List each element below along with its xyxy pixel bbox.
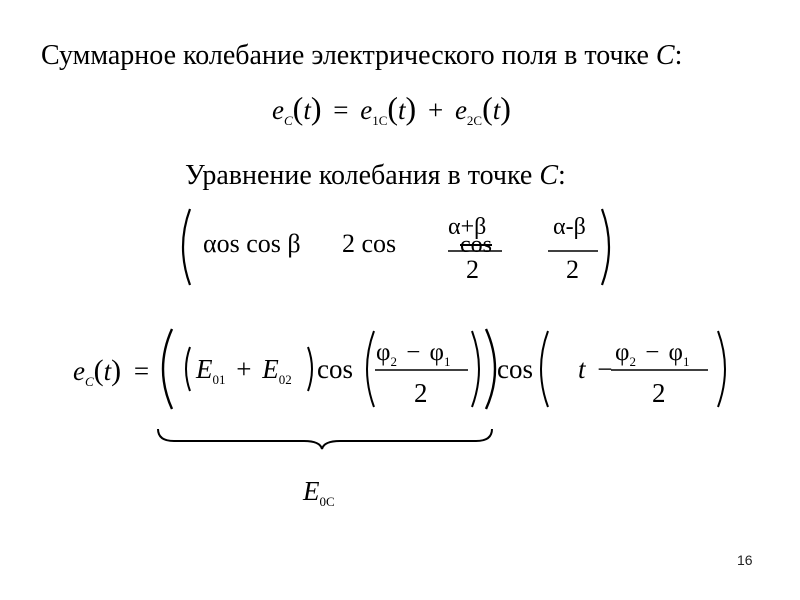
formula-plus: + <box>427 95 444 125</box>
label-E: E <box>303 476 320 506</box>
big-right-paren <box>486 329 495 409</box>
formula-e: e <box>454 95 467 125</box>
formula-sum <box>272 90 511 128</box>
phi-minus: − <box>406 339 421 366</box>
formula-equals: = <box>333 95 349 125</box>
slide-title-colon: : <box>674 40 683 71</box>
formula-e: e <box>272 95 284 125</box>
amplitude-sum <box>196 354 292 387</box>
cos2-arg-t <box>578 356 613 383</box>
phi-denominator-2: 2 <box>652 378 666 408</box>
result-t: t <box>103 356 112 386</box>
right-paren-large <box>602 209 609 285</box>
phi-numerator-2 <box>615 339 690 369</box>
slide-subtitle <box>185 162 566 190</box>
amplitude-sub: 02 <box>278 372 292 387</box>
phi-sub: 2 <box>629 354 636 369</box>
result-e: e <box>73 356 85 386</box>
phi-sub: 1 <box>443 354 451 369</box>
formula-sub: 2C <box>466 113 483 128</box>
slide-title <box>41 42 682 70</box>
amplitude-E: E <box>196 354 213 384</box>
underbrace <box>158 429 492 449</box>
result-lhs <box>73 354 150 389</box>
slide-title-text: Суммарное колебание электрического поля в точке <box>41 40 656 71</box>
paren: ( <box>292 90 304 126</box>
phi: φ <box>429 339 444 366</box>
result-cos-1: cos <box>317 354 353 384</box>
cos2-right-paren <box>718 331 725 407</box>
phi: φ <box>615 339 630 366</box>
paren: ( <box>387 90 399 126</box>
paren: ( <box>482 90 493 126</box>
slide-subtitle-var: C <box>539 160 559 191</box>
phi-denominator-1: 2 <box>414 378 428 408</box>
phi-sub: 1 <box>682 354 690 369</box>
formula-t: t <box>398 95 406 125</box>
phi: φ <box>668 339 683 366</box>
cos2-left-paren <box>541 331 548 407</box>
underbrace-label <box>303 476 335 509</box>
cos-arg-left-paren <box>367 331 374 407</box>
phi-numerator-1 <box>376 339 451 369</box>
page-number: 16 <box>737 552 753 568</box>
inner-right-paren <box>308 347 312 391</box>
cos2-t: t <box>578 354 586 384</box>
left-paren-large <box>183 209 190 285</box>
formula-t: t <box>492 95 501 125</box>
formula-sub: 1C <box>372 113 388 128</box>
paren: ) <box>111 354 122 387</box>
identity-cos-struck: cos <box>460 232 492 258</box>
fraction-2-denominator: 2 <box>566 255 579 284</box>
result-sub: C <box>84 374 94 389</box>
inner-left-paren <box>186 347 190 391</box>
phi-sub: 2 <box>390 354 397 369</box>
identity-two-cos: 2 cos <box>342 229 397 258</box>
slide-title-var: C <box>655 40 675 71</box>
big-left-paren <box>163 329 172 409</box>
paren: ) <box>405 90 417 126</box>
result-equals: = <box>133 356 150 386</box>
phi-minus: − <box>645 339 660 366</box>
result-cos-2: cos <box>497 354 533 384</box>
paren: ) <box>500 90 511 126</box>
identity-left-text: αos cos β <box>203 229 301 258</box>
slide-subtitle-text: Уравнение колебания в точке <box>185 160 540 191</box>
phi: φ <box>376 339 391 366</box>
label-sub: 0C <box>319 494 335 509</box>
fraction-1-numerator: α+β <box>448 214 487 240</box>
amplitude-sub: 01 <box>212 372 226 387</box>
formula-sub: C <box>283 113 293 128</box>
slide-subtitle-colon: : <box>558 160 566 191</box>
paren: ) <box>310 90 322 126</box>
fraction-1-denominator: 2 <box>466 255 479 284</box>
cos2-minus: − <box>597 354 613 384</box>
formula-e: e <box>360 95 373 125</box>
cos-arg-right-paren <box>472 331 479 407</box>
amplitude-E: E <box>262 354 279 384</box>
fraction-2-numerator: α-β <box>553 214 586 240</box>
formula-t: t <box>303 95 311 125</box>
amplitude-plus: + <box>236 354 252 384</box>
paren: ( <box>93 354 104 387</box>
